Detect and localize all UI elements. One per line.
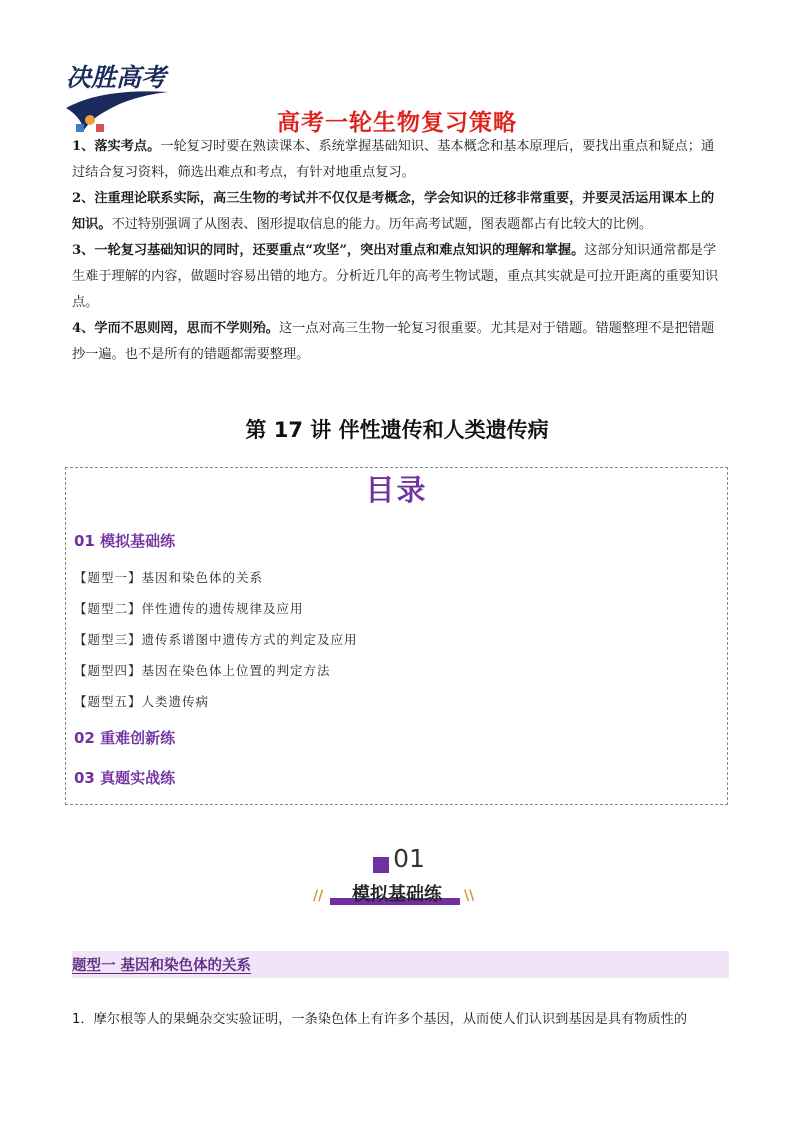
toc-item-type-1[interactable]: 【题型一】基因和染色体的关系 xyxy=(74,570,264,585)
toc-section-01[interactable]: 01 模拟基础练 xyxy=(74,532,176,550)
strategy-section xyxy=(72,134,724,368)
lecture-title: 第 17 讲 伴性遗传和人类遗传病 xyxy=(245,418,549,442)
question-type-heading xyxy=(72,951,729,978)
toc-item-type-5[interactable]: 【题型五】人类遗传病 xyxy=(74,694,210,709)
toc-item-type-2[interactable]: 【题型二】伴性遗传的遗传规律及应用 xyxy=(74,601,304,616)
toc-heading: 目录 xyxy=(365,473,428,507)
section-number: 01 xyxy=(393,844,425,873)
toc-section-02[interactable]: 02 重难创新练 xyxy=(74,729,176,747)
section-title: 模拟基础练 xyxy=(352,884,442,905)
table-of-contents xyxy=(65,467,728,805)
strategy-paragraph-3: 3、一轮复习基础知识的同时，还要重点“攻坚”，突出对重点和难点知识的理解和掌握。这部分知识通常都是学生难于理解的内容，做题时容易出错的地方。分析近几年的高考生物试题，重点其实就是可拉开距离的重要知识点。 xyxy=(72,243,719,310)
left-slash-decoration: // xyxy=(313,888,324,904)
strategy-paragraph-1: 1、落实考点。一轮复习时要在熟读课本、系统掌握基础知识、基本概念和基本原理后，要找出重点和疑点；通过结合复习资料，筛选出难点和考点，有针对地重点复习。 xyxy=(72,139,715,180)
toc-item-type-4[interactable]: 【题型四】基因在染色体上位置的判定方法 xyxy=(74,663,331,678)
toc-item-type-3[interactable]: 【题型三】遗传系谱图中遗传方式的判定及应用 xyxy=(74,632,358,647)
strategy-paragraph-2: 2、注重理论联系实际，高三生物的考试并不仅仅是考概念，学会知识的迁移非常重要，并要灵活运用课本上的知识。不过特别强调了从图表、图形提取信息的能力。历年高考试题，图表题都占有比较大的比例。 xyxy=(72,191,715,232)
logo-brand-text: 决胜高考 xyxy=(66,63,167,92)
question-1-text: 1．摩尔根等人的果蝇杂交实验证明，一条染色体上有许多个基因，从而使人们认识到基因是具有物质性的 xyxy=(72,1012,688,1027)
page-title: 高考一轮生物复习策略 xyxy=(277,110,517,136)
strategy-paragraph-4: 4、学而不思则罔，思而不学则殆。这一点对高三生物一轮复习很重要。尤其是对于错题。错题整理不是把错题抄一遍。也不是所有的错题都需要整理。 xyxy=(72,321,715,362)
right-slash-decoration: \\ xyxy=(464,888,475,904)
question-type-heading-text: 题型一 基因和染色体的关系 xyxy=(72,958,252,974)
toc-section-03[interactable]: 03 真题实战练 xyxy=(74,769,176,787)
